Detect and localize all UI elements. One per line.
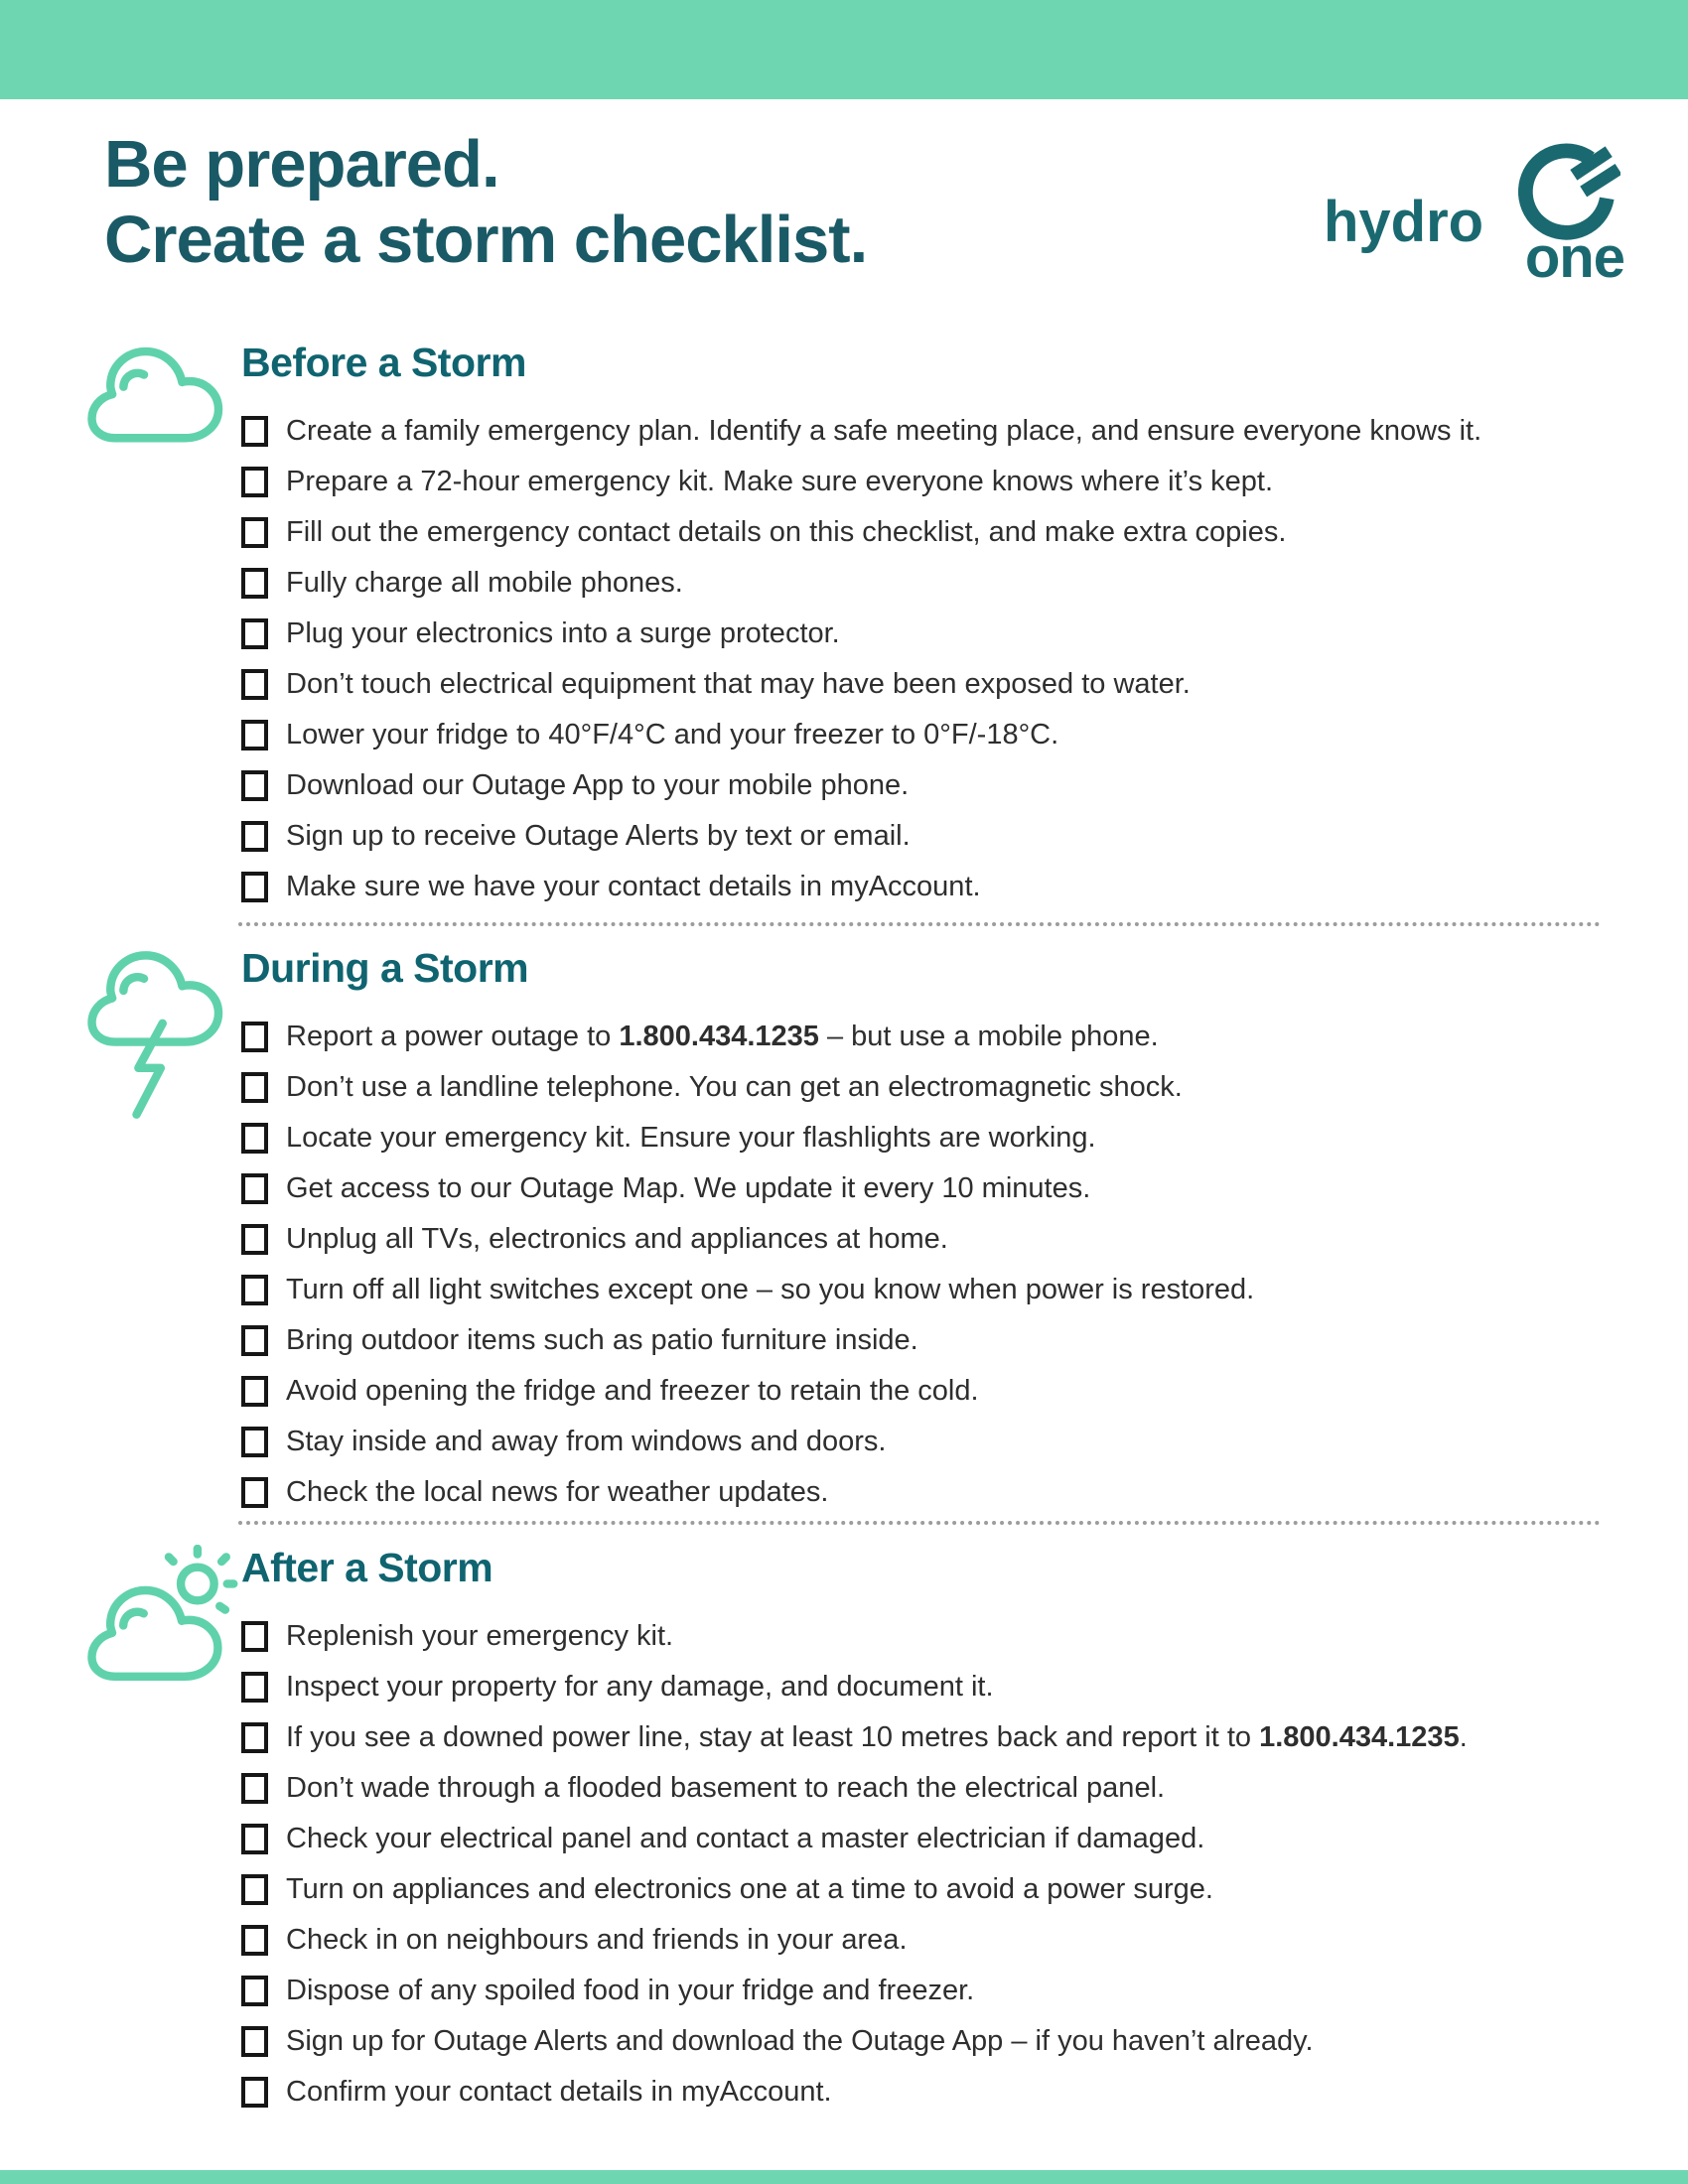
checklist-item-text: Fill out the emergency contact details on this checklist, and make extra copies. [286,516,1287,548]
checklist-item [241,1113,1628,1163]
bottom-color-bar [0,2170,1688,2184]
checklist-item-text: Bring outdoor items such as patio furniture inside. [286,1324,918,1356]
checklist-item-text: Sign up for Outage Alerts and download the Outage App – if you haven’t already. [286,2025,1314,2057]
page-title-line1: Be prepared. [104,127,499,202]
checkbox-icon[interactable] [241,517,268,548]
checklist-item [241,1214,1628,1265]
checkbox-icon[interactable] [241,1072,268,1103]
checklist-item-text: Sign up to receive Outage Alerts by text or email. [286,820,911,852]
section-after-a-storm [84,1545,1628,2117]
checkbox-icon[interactable] [241,1976,268,2006]
checklist-item [241,1864,1628,1915]
checklist-item [241,2067,1628,2117]
checkbox-icon[interactable] [241,872,268,902]
section-heading: Before a Storm [241,340,526,385]
dotted-divider [238,1521,1601,1525]
checklist [241,1611,1628,2117]
checkbox-icon[interactable] [241,1477,268,1508]
checklist-item-text: Inspect your property for any damage, and document it. [286,1671,994,1703]
checklist-item-text: Don’t touch electrical equipment that may have been exposed to water. [286,668,1191,700]
checklist-item [241,1763,1628,1814]
checklist-item-text: Replenish your emergency kit. [286,1620,674,1652]
checklist-item-text: Turn on appliances and electronics one at a time to avoid a power surge. [286,1873,1213,1905]
checkbox-icon[interactable] [241,1173,268,1204]
checklist-item [241,1062,1628,1113]
checklist-item-text: Stay inside and away from windows and doors. [286,1426,887,1457]
checklist-item-text: Turn off all light switches except one – so you know when power is restored. [286,1274,1255,1305]
checkbox-icon[interactable] [241,568,268,599]
checkbox-icon[interactable] [241,770,268,801]
checkbox-icon[interactable] [241,1325,268,1356]
checkbox-icon[interactable] [241,1427,268,1457]
page-title [104,127,867,279]
logo-text-one: one [1524,225,1624,290]
checklist-item [241,406,1628,457]
checkbox-icon[interactable] [241,1874,268,1905]
dotted-divider [238,922,1601,926]
checkbox-icon[interactable] [241,1672,268,1703]
checklist-item [241,2016,1628,2067]
checklist-item [241,457,1628,507]
checkbox-icon[interactable] [241,467,268,497]
checklist-item [241,862,1628,912]
checklist-item [241,1966,1628,2016]
checklist-item-text: Lower your fridge to 40°F/4°C and your freezer to 0°F/-18°C. [286,719,1059,751]
checklist-item-text: Don’t use a landline telephone. You can get an electromagnetic shock. [286,1071,1183,1103]
checklist-item [241,609,1628,659]
checkbox-icon[interactable] [241,1275,268,1305]
checkbox-icon[interactable] [241,1621,268,1652]
checklist-item-text: Check your electrical panel and contact a master electrician if damaged. [286,1823,1205,1854]
checklist-item [241,1662,1628,1712]
cloud-sun-icon [84,1545,241,2117]
checklist-item-text: Create a family emergency plan. Identify a safe meeting place, and ensure everyone knows it. [286,415,1482,447]
hydro-one-logo [1324,149,1626,306]
checkbox-icon[interactable] [241,1773,268,1804]
checkbox-icon[interactable] [241,1022,268,1052]
top-color-bar [0,0,1688,99]
checkbox-icon[interactable] [241,1722,268,1753]
checklist-item-text: Don’t wade through a flooded basement to reach the electrical panel. [286,1772,1166,1804]
checklist-item [241,1265,1628,1315]
checkbox-icon[interactable] [241,821,268,852]
checklist [241,406,1628,912]
checkbox-icon[interactable] [241,720,268,751]
checkbox-icon[interactable] [241,1376,268,1407]
checklist-item [241,1814,1628,1864]
checklist-item-text: If you see a downed power line, stay at least 10 metres back and report it to 1.800.434.1235. [286,1721,1468,1753]
checklist-item [241,1467,1628,1518]
checklist-item-text: Unplug all TVs, electronics and appliances at home. [286,1223,948,1255]
checklist-item [241,811,1628,862]
checkbox-icon[interactable] [241,1224,268,1255]
section-before-a-storm [84,340,1628,912]
checklist-item-text: Get access to our Outage Map. We update it every 10 minutes. [286,1172,1091,1204]
checklist-item-text: Fully charge all mobile phones. [286,567,683,599]
checklist-item-text: Report a power outage to 1.800.434.1235 – but use a mobile phone. [286,1021,1159,1052]
checklist-item [241,1012,1628,1062]
section-heading: After a Storm [241,1545,493,1590]
checkbox-icon[interactable] [241,2077,268,2108]
checkbox-icon[interactable] [241,669,268,700]
checklist-item [241,1915,1628,1966]
checklist-item [241,1315,1628,1366]
checklist-item-text: Avoid opening the fridge and freezer to retain the cold. [286,1375,979,1407]
checklist-item [241,760,1628,811]
checklist-item [241,1366,1628,1417]
checklist-item [241,1611,1628,1662]
checklist-item [241,1163,1628,1214]
checkbox-icon[interactable] [241,1824,268,1854]
logo-text-hydro: hydro [1324,190,1484,254]
checklist-item-text: Confirm your contact details in myAccount. [286,2076,832,2108]
checklist-item-text: Locate your emergency kit. Ensure your flashlights are working. [286,1122,1096,1154]
checklist-item-text: Check in on neighbours and friends in your area. [286,1924,908,1956]
checkbox-icon[interactable] [241,416,268,447]
checklist-item-text: Dispose of any spoiled food in your fridge and freezer. [286,1975,975,2006]
checklist-item [241,659,1628,710]
checklist-item [241,507,1628,558]
checklist-item [241,1712,1628,1763]
storm-cloud-lightning-icon [84,945,241,1518]
checkbox-icon[interactable] [241,1123,268,1154]
section-heading: During a Storm [241,945,529,991]
checklist [241,1012,1628,1518]
checklist-item-text: Download our Outage App to your mobile phone. [286,769,910,801]
checklist-item [241,710,1628,760]
checklist-item-text: Make sure we have your contact details in myAccount. [286,871,981,902]
checkbox-icon[interactable] [241,1925,268,1956]
checklist-item [241,1417,1628,1467]
checkbox-icon[interactable] [241,2026,268,2057]
cloud-icon [84,340,241,912]
checkbox-icon[interactable] [241,618,268,649]
page-title-line2: Create a storm checklist. [104,203,868,278]
checklist-item-text: Prepare a 72-hour emergency kit. Make sure everyone knows where it’s kept. [286,466,1274,497]
checklist-item [241,558,1628,609]
checklist-item-text: Check the local news for weather updates. [286,1476,829,1508]
section-during-a-storm [84,945,1628,1518]
checklist-item-text: Plug your electronics into a surge protector. [286,617,840,649]
